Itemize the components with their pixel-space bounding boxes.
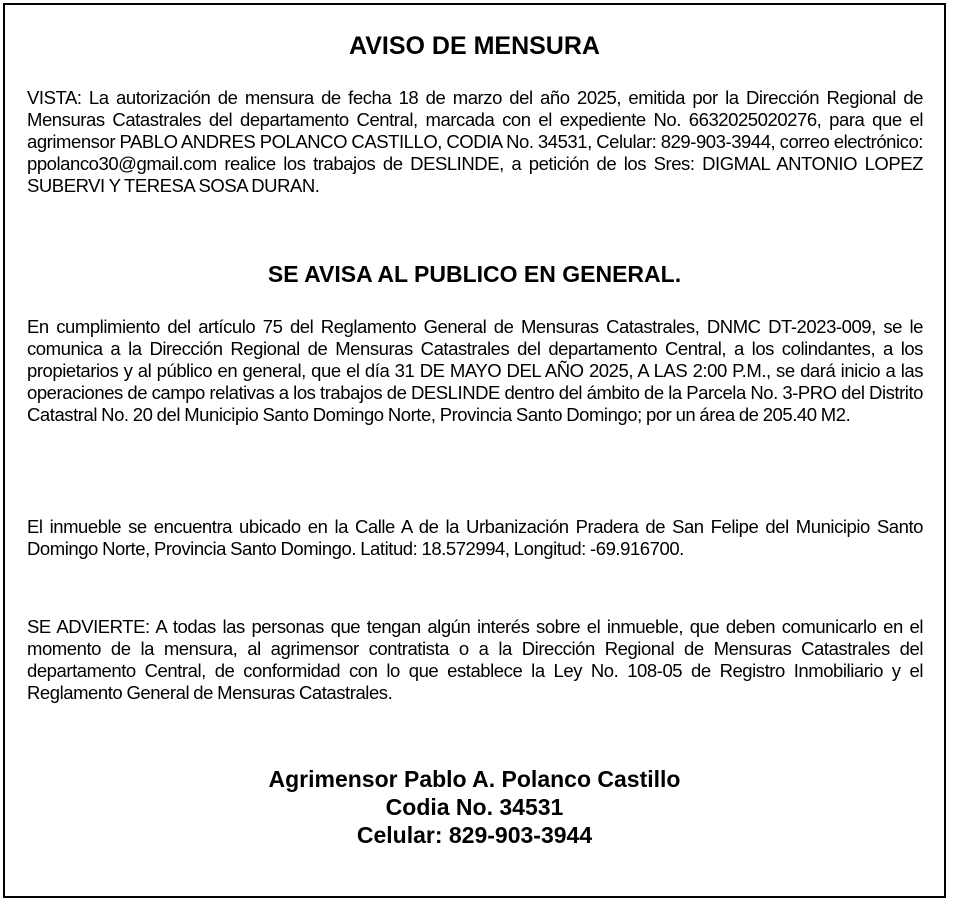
notice-title: AVISO DE MENSURA (349, 32, 600, 60)
signature-phone: Celular: 829-903-3944 (356, 822, 593, 848)
signature-name: Agrimensor Pablo A. Polanco Castillo (268, 766, 681, 792)
vista-paragraph: VISTA: La autorización de mensura de fecha 18 de marzo del año 2025, emitida por la Dirección Regional de Mensuras Catastrales del departamento Central, marcada con el expediente No. 6632025020276, para que el agrimensor PABLO ANDRES POLANCO CASTILLO, CODIA No. 34531, Celular: 829-903-3944, correo electrónico: ppolanco30@gmail.com realice los trabajos de DESLINDE, a petición de los Sres: DIGMAL ANTONIO LOPEZ SUBERVI Y TERESA SOSA DURAN. (27, 87, 923, 196)
cumplimiento-paragraph: En cumplimiento del artículo 75 del Reglamento General de Mensuras Catastrales, DNMC DT-2023-009, se le comunica a la Dirección Regional de Mensuras Catastrales del departamento Central, a los colindantes, a los propietarios y al público en general, que el día 31 DE MAYO DEL AÑO 2025, A LAS 2:00 P.M., se dará inicio a las operaciones de campo relativas a los trabajos de DESLINDE dentro del ámbito de la Parcela No. 3-PRO del Distrito Catastral No. 20 del Municipio Santo Domingo Norte, Provincia Santo Domingo; por un área de 205.40 M2. (27, 316, 923, 425)
public-notice-heading: SE AVISA AL PUBLICO EN GENERAL. (267, 261, 682, 287)
advierte-paragraph: SE ADVIERTE: A todas las personas que tengan algún interés sobre el inmueble, que deben comunicarlo en el momento de la mensura, al agrimensor contratista o a la Dirección Regional de Mensuras Catastrales del departamento Central, de conformidad con lo que establece la Ley No. 108-05 de Registro Inmobiliario y el Reglamento General de Mensuras Catastrales. (27, 616, 923, 703)
signature-block (5, 765, 944, 849)
ubicacion-paragraph: El inmueble se encuentra ubicado en la Calle A de la Urbanización Pradera de San Felipe del Municipio Santo Domingo Norte, Provincia Santo Domingo. Latitud: 18.572994, Longitud: -69.916700. (27, 516, 923, 559)
notice-frame (3, 3, 946, 898)
signature-codia: Codia No. 34531 (385, 794, 564, 820)
